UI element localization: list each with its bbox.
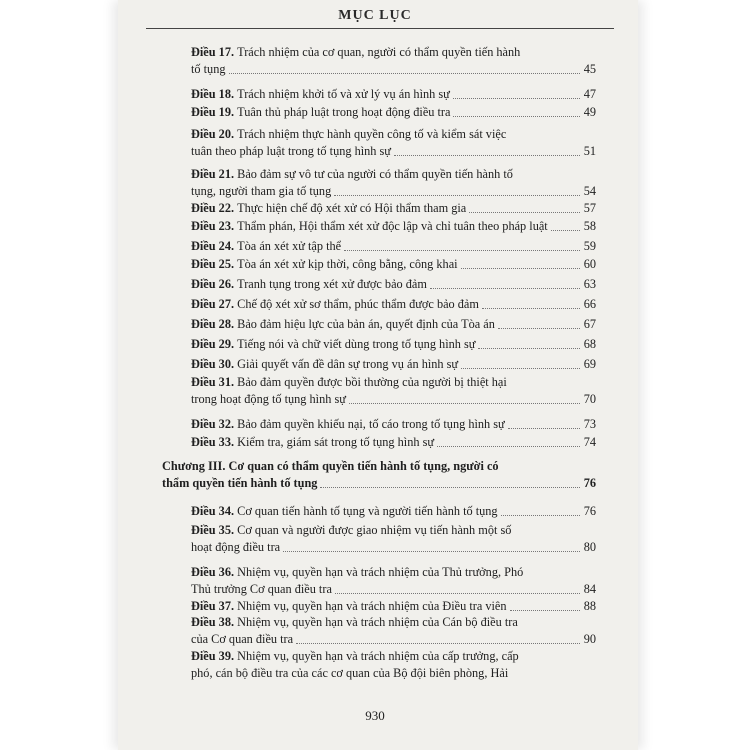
toc-entry [191, 218, 596, 235]
toc-leader [430, 288, 580, 289]
toc-entry [191, 44, 596, 78]
toc-entry-text: Điều 39. Nhiệm vụ, quyền hạn và trách nhiệm của cấp trưởng, cấp [191, 649, 519, 663]
toc-entry-text: Điều 36. Nhiệm vụ, quyền hạn và trách nhiệm của Thủ trưởng, Phó [191, 565, 524, 579]
toc-page-number: 67 [583, 317, 596, 331]
toc-entry-label: Điều 18. [191, 87, 238, 101]
toc-entry [191, 336, 596, 353]
toc-leader [461, 368, 580, 369]
toc-page-number: 70 [583, 392, 596, 406]
toc-entry-label: Điều 36. [191, 565, 238, 579]
toc-entry [191, 503, 596, 520]
toc-leader [394, 155, 580, 156]
toc-leader [469, 212, 579, 213]
toc-leader [335, 593, 580, 594]
toc-leader [283, 551, 580, 552]
toc-entry-text: Điều 18. Trách nhiệm khởi tố và xử lý vụ án hình sự [191, 87, 450, 101]
toc-entry-text: Điều 22. Thực hiện chế độ xét xử có Hội thẩm tham gia [191, 201, 467, 215]
toc-entry-text: Điều 24. Tòa án xét xử tập thể [191, 239, 342, 253]
toc-entry-text: Điều 37. Nhiệm vụ, quyền hạn và trách nhiệm của Điều tra viên [191, 599, 507, 613]
toc-page-number: 84 [583, 582, 596, 596]
toc-page-number: 90 [583, 632, 596, 646]
toc-entry [191, 296, 596, 313]
toc-entry-label: Điều 37. [191, 599, 238, 613]
toc-entry-text: Điều 20. Trách nhiệm thực hành quyền công tố và kiểm sát việc [191, 127, 507, 141]
toc-entry-label: Điều 39. [191, 649, 238, 663]
toc-leader [551, 230, 580, 231]
toc-entry [191, 238, 596, 255]
toc-leader [510, 610, 580, 611]
toc-entry [191, 434, 596, 451]
toc-leader [453, 98, 580, 99]
toc-page-number: 63 [583, 277, 596, 291]
page-header-title: MỤC LỤC [338, 8, 412, 23]
toc-page-number: 69 [583, 357, 596, 371]
toc-leader [461, 268, 580, 269]
toc-leader [498, 328, 580, 329]
toc-leader [453, 116, 579, 117]
toc-entry-text: Điều 35. Cơ quan và người được giao nhiệm vụ tiến hành một số [191, 523, 512, 537]
toc-entry-text: Điều 27. Chế độ xét xử sơ thẩm, phúc thẩm được bảo đảm [191, 297, 479, 311]
toc-entry-text: Điều 28. Bảo đảm hiệu lực của bản án, quyết định của Tòa án [191, 317, 495, 331]
toc-page-number: 80 [583, 540, 596, 554]
toc-entry-text: Thủ trưởng Cơ quan điều tra [191, 582, 332, 596]
toc-entry-label: Điều 38. [191, 615, 238, 629]
toc-entry [191, 598, 596, 615]
toc-page-number: 88 [583, 599, 596, 613]
toc-entry [191, 648, 596, 682]
toc-entry-text: Điều 19. Tuân thủ pháp luật trong hoạt động điều tra [191, 105, 451, 119]
toc-page-number: 68 [583, 337, 596, 351]
toc-entry [191, 356, 596, 373]
toc-page-number: 74 [583, 435, 596, 449]
toc-entry [191, 614, 596, 648]
toc-leader [334, 195, 579, 196]
toc-leader [296, 643, 580, 644]
toc-page-number: 59 [583, 239, 596, 253]
toc-entry [191, 86, 596, 103]
toc-page-number: 76 [583, 504, 596, 518]
toc-entry-label: Điều 19. [191, 105, 238, 119]
page-number: 930 [365, 708, 385, 723]
toc-entry-label: Điều 21. [191, 167, 238, 181]
toc-page-number: 45 [583, 62, 596, 76]
toc-leader [482, 308, 580, 309]
toc-entry-label: Điều 17. [191, 45, 238, 59]
toc-entry-text: phó, cán bộ điều tra của các cơ quan của Bộ đội biên phòng, Hải [191, 666, 509, 680]
toc-entry-label: Điều 30. [191, 357, 238, 371]
toc-entry-label: Điều 24. [191, 239, 238, 253]
toc-entry [191, 316, 596, 333]
toc-entry-text: Chương III. Cơ quan có thẩm quyền tiến hành tố tụng, người có [162, 459, 499, 473]
toc-entry [191, 126, 596, 160]
toc-entry [191, 416, 596, 433]
toc-entry-text: của Cơ quan điều tra [191, 632, 294, 646]
toc-leader [501, 515, 580, 516]
toc-entry [191, 104, 596, 121]
toc-page-number: 57 [583, 201, 596, 215]
toc-entry-label: Điều 20. [191, 127, 238, 141]
toc-leader [349, 403, 580, 404]
toc-entry-label: Điều 31. [191, 375, 238, 389]
toc-page-number: 58 [583, 219, 596, 233]
toc-entry-label: Điều 32. [191, 417, 238, 431]
toc-entry-label: Điều 27. [191, 297, 238, 311]
toc-leader [437, 446, 580, 447]
toc-entry-label: Điều 28. [191, 317, 238, 331]
toc-entry-text: Điều 34. Cơ quan tiến hành tố tụng và người tiến hành tố tụng [191, 504, 498, 518]
toc-page-number: 51 [583, 144, 596, 158]
toc-leader [320, 487, 579, 488]
toc-entry-text: Điều 25. Tòa án xét xử kịp thời, công bằng, công khai [191, 257, 458, 271]
toc-leader [229, 73, 580, 74]
toc-entry-text: hoạt động điều tra [191, 540, 281, 554]
toc-entry-text: trong hoạt động tố tụng hình sự [191, 392, 346, 406]
toc-entry-text: tuân theo pháp luật trong tố tụng hình sự [191, 144, 391, 158]
toc-entry-label: Điều 33. [191, 435, 238, 449]
toc-leader [508, 428, 580, 429]
toc-entry-label: Điều 23. [191, 219, 238, 233]
toc-entry-text: Điều 33. Kiểm tra, giám sát trong tố tụng hình sự [191, 435, 435, 449]
toc-page-number: 47 [583, 87, 596, 101]
toc-leader [344, 250, 580, 251]
toc-page-number: 76 [583, 476, 596, 490]
toc-entry-text: Điều 31. Bảo đảm quyền được bồi thường của người bị thiệt hại [191, 375, 507, 389]
toc-entry [191, 200, 596, 217]
toc-page-number: 49 [583, 105, 596, 119]
toc-entry-label: Điều 22. [191, 201, 238, 215]
toc-entry [191, 374, 596, 408]
toc-entry-text: thẩm quyền tiến hành tố tụng [162, 476, 318, 490]
toc-leader [478, 348, 579, 349]
toc-entry [191, 256, 596, 273]
toc-entry-label: Điều 34. [191, 504, 238, 518]
toc-entry-label: Điều 26. [191, 277, 238, 291]
toc-entry-text: tố tụng [191, 62, 226, 76]
toc-entry-text: Điều 21. Bảo đảm sự vô tư của người có thẩm quyền tiến hành tố [191, 167, 513, 181]
toc-page-number: 60 [583, 257, 596, 271]
toc-page-number: 54 [583, 184, 596, 198]
toc-entry-label: Điều 35. [191, 523, 238, 537]
toc-entry-text: Điều 26. Tranh tụng trong xét xử được bảo đảm [191, 277, 427, 291]
toc-entry-label: Chương III. [162, 459, 229, 473]
toc-entry-text: Điều 38. Nhiệm vụ, quyền hạn và trách nhiệm của Cán bộ điều tra [191, 615, 518, 629]
toc-entry-text: Điều 17. Trách nhiệm của cơ quan, người có thẩm quyền tiến hành [191, 45, 521, 59]
toc-entry [191, 276, 596, 293]
toc-entry-text: Điều 23. Thẩm phán, Hội thẩm xét xử độc lập và chỉ tuân theo pháp luật [191, 219, 548, 233]
toc-page-number: 73 [583, 417, 596, 431]
toc-entry-text: tụng, người tham gia tố tụng [191, 184, 332, 198]
toc-entry [191, 564, 596, 598]
toc-page-number: 66 [583, 297, 596, 311]
toc-entry [191, 166, 596, 200]
toc-entry-label: Điều 29. [191, 337, 238, 351]
toc-entry [191, 522, 596, 556]
toc-entry-label: Điều 25. [191, 257, 238, 271]
toc-chapter [162, 458, 596, 492]
toc-entry-text: Điều 30. Giải quyết vấn đề dân sự trong vụ án hình sự [191, 357, 459, 371]
toc-entry-text: Điều 29. Tiếng nói và chữ viết dùng trong tố tụng hình sự [191, 337, 476, 351]
toc-entry-text: Điều 32. Bảo đảm quyền khiếu nại, tố cáo trong tố tụng hình sự [191, 417, 505, 431]
